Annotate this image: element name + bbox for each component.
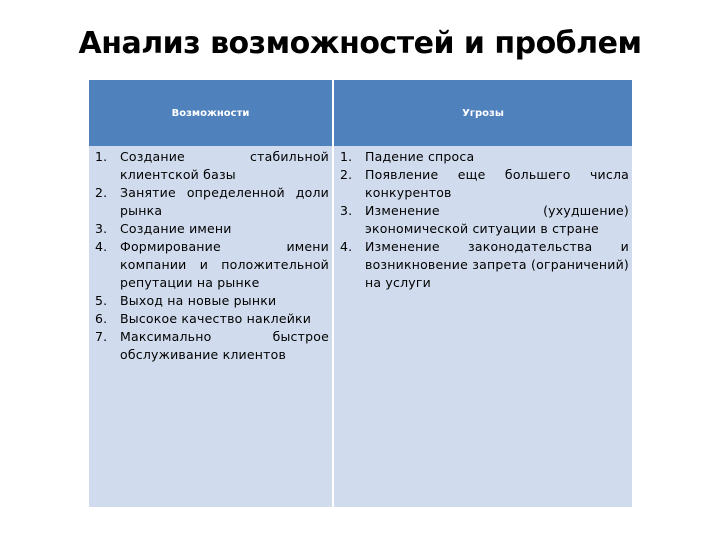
list-item: 5. Выход на новые рынки xyxy=(95,293,277,308)
list-item: 4. Изменение законодательства и возникновение запрета (ограничений) на услуги xyxy=(340,239,629,290)
threats-cell xyxy=(333,146,632,507)
opportunities-list xyxy=(93,148,329,364)
list-item: 7. Максимально быстрое обслуживание клиентов xyxy=(95,329,329,362)
page-title: Анализ возможностей и проблем xyxy=(78,26,642,61)
list-item: 2. Занятие определенной доли рынка xyxy=(95,185,329,218)
list-item: 2. Появление еще большего числа конкурентов xyxy=(340,167,629,200)
table-body-row xyxy=(89,146,632,507)
table-header-row xyxy=(89,80,632,146)
opportunities-cell xyxy=(89,146,333,507)
list-item: 1. Создание стабильной клиентской базы xyxy=(95,149,329,182)
header-opportunities: Возможности xyxy=(89,80,333,146)
list-item: 1. Падение спроса xyxy=(340,149,475,164)
header-threats: Угрозы xyxy=(333,80,632,146)
swot-table xyxy=(89,80,632,507)
list-item: 6. Высокое качество наклейки xyxy=(95,311,312,326)
list-item: 3. Создание имени xyxy=(95,221,232,236)
list-item: 3. Изменение (ухудшение) экономической ситуации в стране xyxy=(340,203,629,236)
list-item: 4. Формирование имени компании и положительной репутации на рынке xyxy=(95,239,329,290)
threats-list xyxy=(338,148,629,292)
